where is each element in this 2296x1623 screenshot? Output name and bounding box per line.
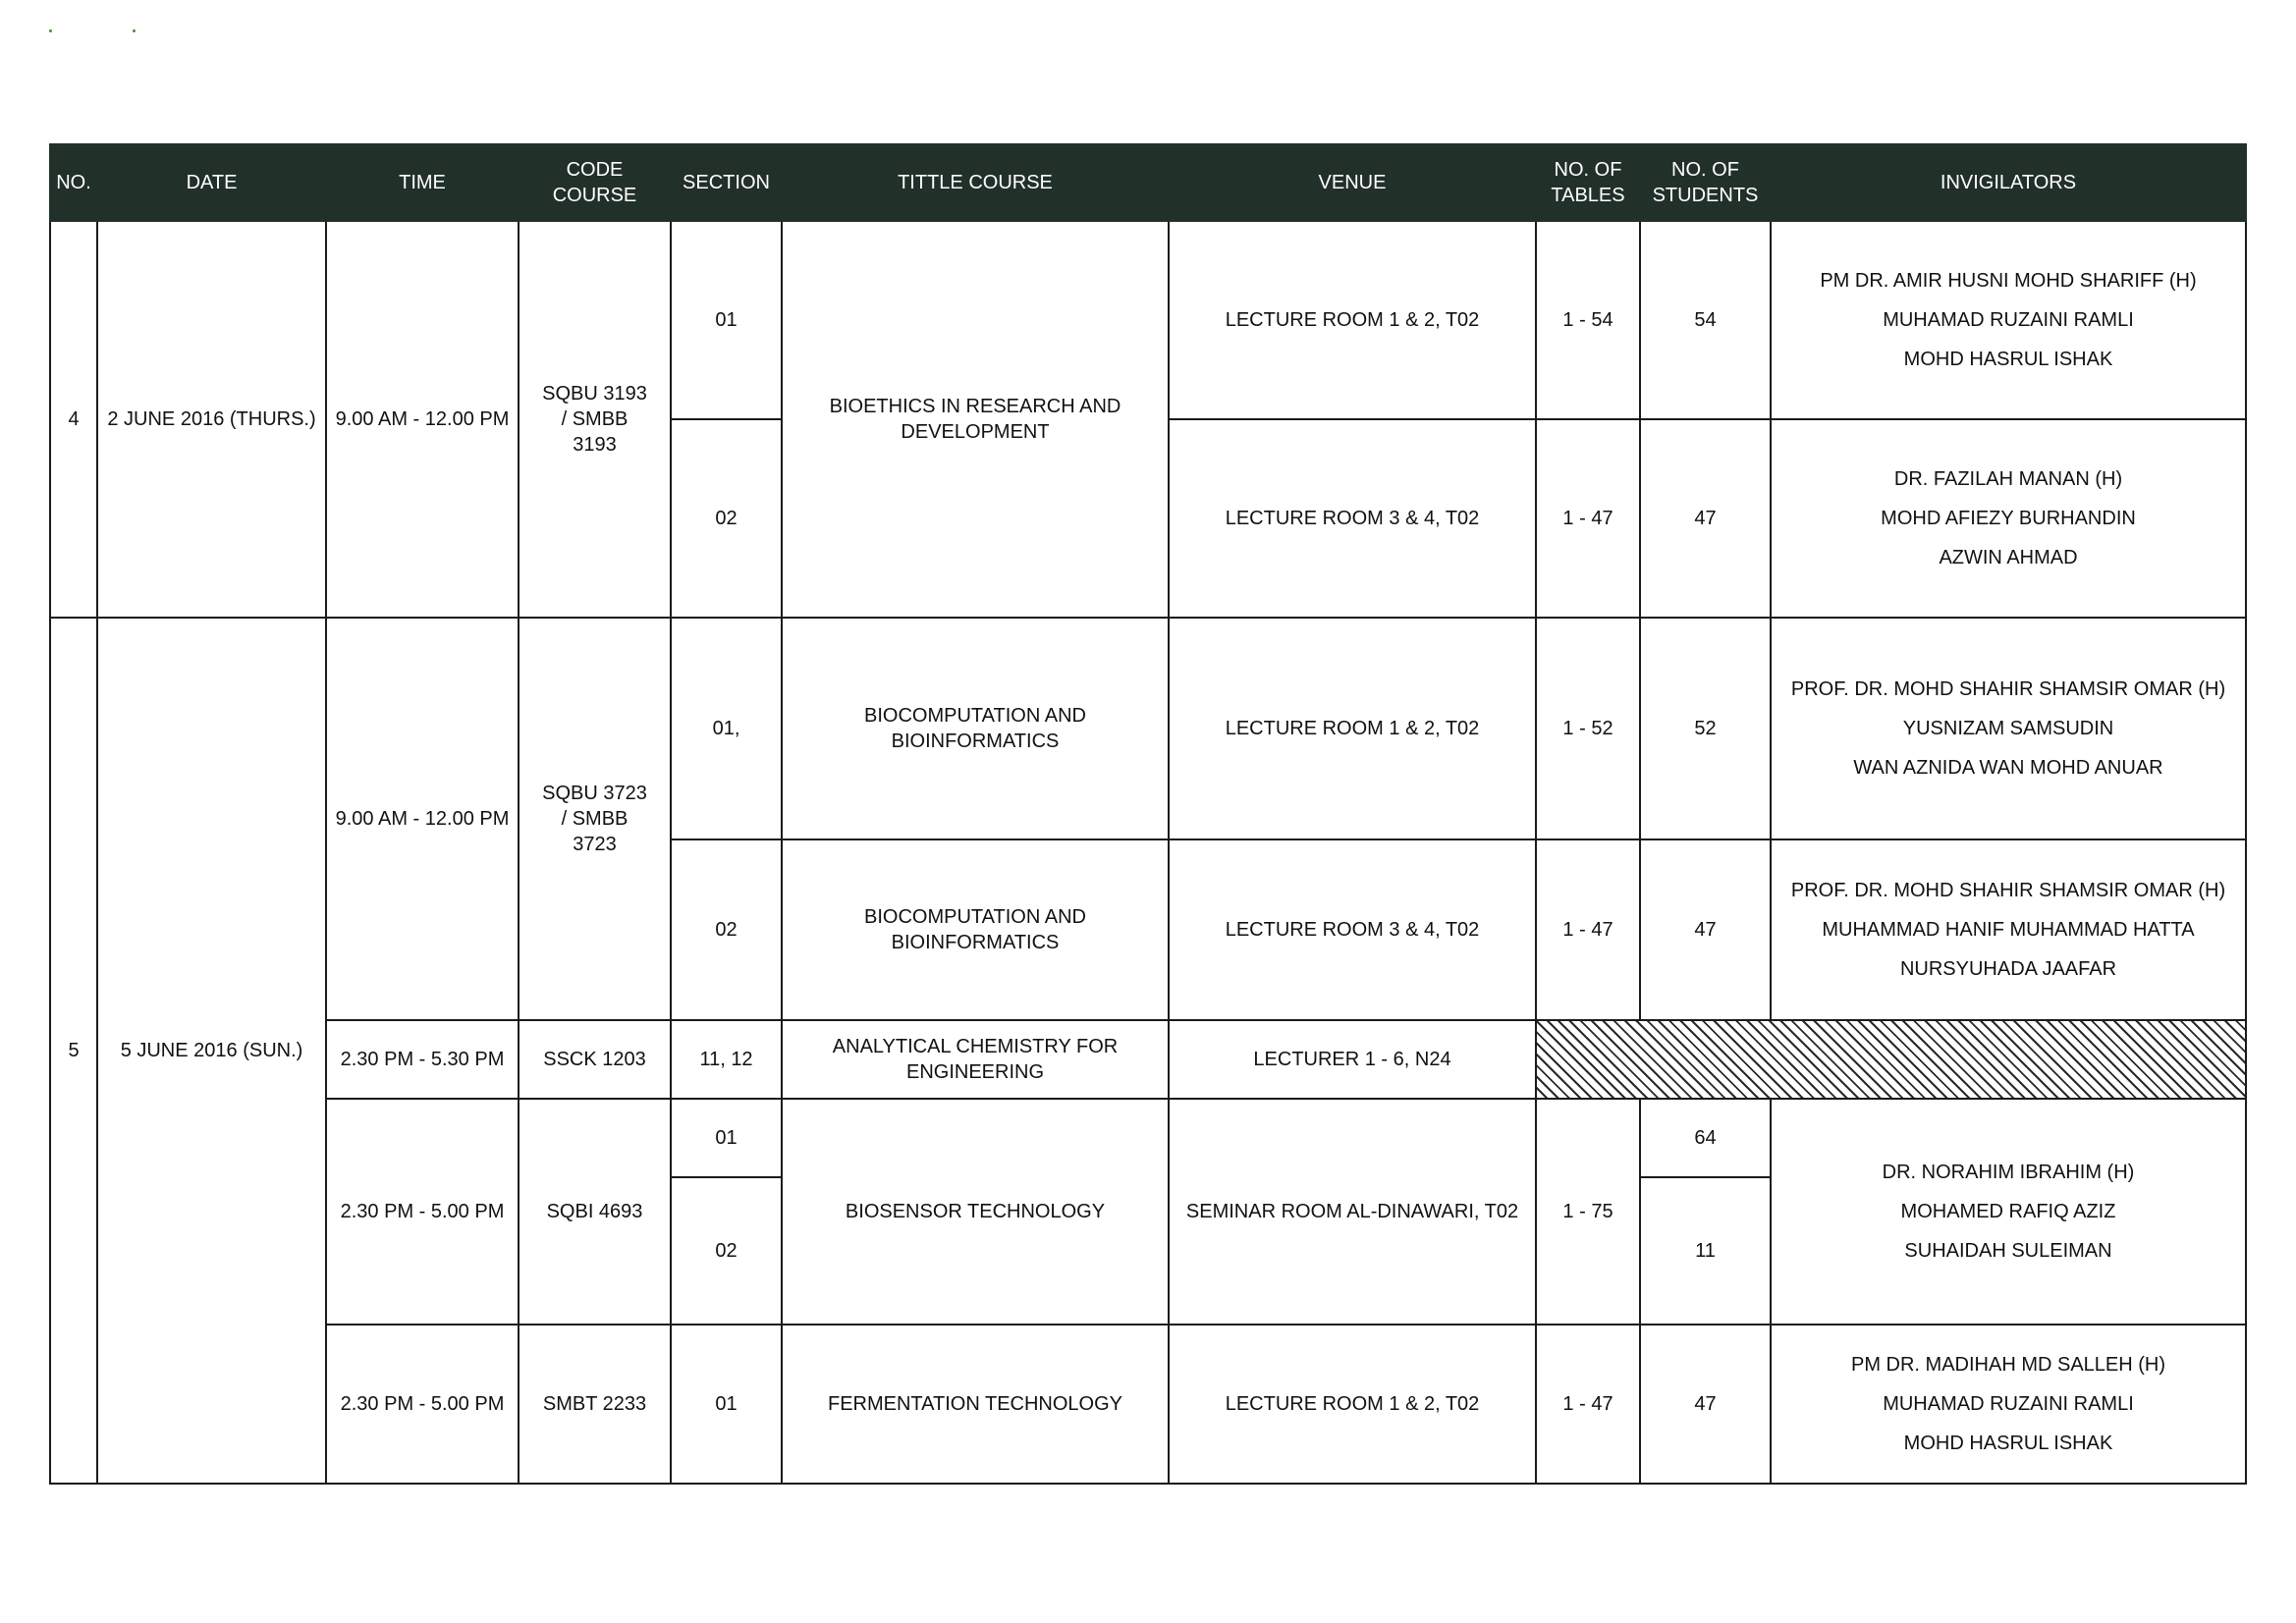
section-number: 02 xyxy=(671,1177,782,1325)
invigilators-list xyxy=(1771,221,2246,419)
invigilator-name: AZWIN AHMAD xyxy=(1939,547,2078,568)
section-number: 01 xyxy=(671,1099,782,1177)
header-no-of-tables: NO. OF TABLES xyxy=(1536,144,1640,221)
invigilator-name: WAN AZNIDA WAN MOHD ANUAR xyxy=(1853,757,2163,779)
header-row xyxy=(50,144,2246,221)
invigilator-name: PM DR. MADIHAH MD SALLEH (H) xyxy=(1850,1354,2166,1376)
section-number: 02 xyxy=(671,419,782,618)
invigilator-name: MOHD HASRUL ISHAK xyxy=(1903,1433,2113,1454)
table-range: 1 - 52 xyxy=(1536,618,1640,839)
invigilator-name: NURSYUHADA JAAFAR xyxy=(1899,958,2117,980)
table-range: 1 - 47 xyxy=(1536,419,1640,618)
invigilator-name: DR. NORAHIM IBRAHIM (H) xyxy=(1882,1162,2135,1183)
course-title: BIOETHICS IN RESEARCH AND DEVELOPMENT xyxy=(782,221,1169,618)
course-code: SSCK 1203 xyxy=(519,1020,671,1099)
scan-speck xyxy=(49,29,52,32)
invigilator-name: DR. FAZILAH MANAN (H) xyxy=(1893,468,2123,490)
exam-time: 9.00 AM - 12.00 PM xyxy=(326,618,519,1020)
section-number: 02 xyxy=(671,839,782,1020)
exam-time: 2.30 PM - 5.00 PM xyxy=(326,1325,519,1484)
header-no: NO. xyxy=(50,144,97,221)
header-time: TIME xyxy=(326,144,519,221)
venue: LECTURE ROOM 1 & 2, T02 xyxy=(1169,1325,1536,1484)
student-count: 47 xyxy=(1640,419,1771,618)
row-number: 4 xyxy=(50,221,97,618)
exam-schedule-table xyxy=(49,143,2247,1485)
exam-date: 2 JUNE 2016 (THURS.) xyxy=(97,221,326,618)
venue: LECTURE ROOM 1 & 2, T02 xyxy=(1169,221,1536,419)
student-count: 54 xyxy=(1640,221,1771,419)
course-code: SQBU 3193 / SMBB 3193 xyxy=(519,221,671,618)
invigilators-list xyxy=(1771,419,2246,618)
header-date: DATE xyxy=(97,144,326,221)
course-title: BIOCOMPUTATION AND BIOINFORMATICS xyxy=(782,618,1169,839)
course-code: SQBI 4693 xyxy=(519,1099,671,1325)
header-venue: VENUE xyxy=(1169,144,1536,221)
invigilator-name: MUHAMAD RUZAINI RAMLI xyxy=(1883,309,2134,331)
student-count: 47 xyxy=(1640,1325,1771,1484)
invigilator-name: MUHAMAD RUZAINI RAMLI xyxy=(1883,1393,2134,1415)
invigilator-name: PROF. DR. MOHD SHAHIR SHAMSIR OMAR (H) xyxy=(1790,678,2226,700)
course-title: BIOSENSOR TECHNOLOGY xyxy=(782,1099,1169,1325)
venue: LECTURE ROOM 3 & 4, T02 xyxy=(1169,419,1536,618)
table-range: 1 - 47 xyxy=(1536,839,1640,1020)
student-count: 47 xyxy=(1640,839,1771,1020)
invigilator-name: MOHD AFIEZY BURHANDIN xyxy=(1881,508,2136,529)
student-count: 52 xyxy=(1640,618,1771,839)
exam-time: 2.30 PM - 5.00 PM xyxy=(326,1099,519,1325)
course-title: FERMENTATION TECHNOLOGY xyxy=(782,1325,1169,1484)
course-code: SMBT 2233 xyxy=(519,1325,671,1484)
header-no-of-students: NO. OF STUDENTS xyxy=(1640,144,1771,221)
exam-time: 2.30 PM - 5.30 PM xyxy=(326,1020,519,1099)
table-row xyxy=(50,221,2246,419)
course-code: SQBU 3723 / SMBB 3723 xyxy=(519,618,671,1020)
table-range: 1 - 54 xyxy=(1536,221,1640,419)
hatched-blank-cell xyxy=(1536,1020,2246,1099)
table-row xyxy=(50,1325,2246,1484)
exam-date: 5 JUNE 2016 (SUN.) xyxy=(97,618,326,1484)
header-title-course: TITTLE COURSE xyxy=(782,144,1169,221)
header-code-course: CODE COURSE xyxy=(519,144,671,221)
invigilators-list xyxy=(1771,1325,2246,1484)
course-title: BIOCOMPUTATION AND BIOINFORMATICS xyxy=(782,839,1169,1020)
invigilator-name: PROF. DR. MOHD SHAHIR SHAMSIR OMAR (H) xyxy=(1790,880,2226,901)
invigilators-list xyxy=(1771,839,2246,1020)
header-invigilators: INVIGILATORS xyxy=(1771,144,2246,221)
venue: SEMINAR ROOM AL-DINAWARI, T02 xyxy=(1169,1099,1536,1325)
table-range: 1 - 47 xyxy=(1536,1325,1640,1484)
invigilator-name: MUHAMMAD HANIF MUHAMMAD HATTA xyxy=(1822,919,2195,941)
course-title: ANALYTICAL CHEMISTRY FOR ENGINEERING xyxy=(782,1020,1169,1099)
invigilator-name: PM DR. AMIR HUSNI MOHD SHARIFF (H) xyxy=(1820,270,2197,292)
section-number: 01, xyxy=(671,618,782,839)
venue: LECTURE ROOM 1 & 2, T02 xyxy=(1169,618,1536,839)
table-row xyxy=(50,1020,2246,1099)
row-number: 5 xyxy=(50,618,97,1484)
venue: LECTURE ROOM 3 & 4, T02 xyxy=(1169,839,1536,1020)
invigilators-list xyxy=(1771,618,2246,839)
invigilator-name: YUSNIZAM SAMSUDIN xyxy=(1902,718,2114,739)
header-section: SECTION xyxy=(671,144,782,221)
table-row xyxy=(50,1099,2246,1177)
invigilator-name: SUHAIDAH SULEIMAN xyxy=(1904,1240,2112,1262)
invigilators-list xyxy=(1771,1099,2246,1325)
section-number: 01 xyxy=(671,221,782,419)
section-number: 01 xyxy=(671,1325,782,1484)
table-row xyxy=(50,618,2246,839)
student-count: 64 xyxy=(1640,1099,1771,1177)
section-number: 11, 12 xyxy=(671,1020,782,1099)
table-range: 1 - 75 xyxy=(1536,1099,1640,1325)
venue: LECTURER 1 - 6, N24 xyxy=(1169,1020,1536,1099)
invigilator-name: MOHD HASRUL ISHAK xyxy=(1903,349,2113,370)
exam-time: 9.00 AM - 12.00 PM xyxy=(326,221,519,618)
invigilator-name: MOHAMED RAFIQ AZIZ xyxy=(1900,1201,2116,1222)
scan-speck xyxy=(133,29,136,32)
student-count: 11 xyxy=(1640,1177,1771,1325)
